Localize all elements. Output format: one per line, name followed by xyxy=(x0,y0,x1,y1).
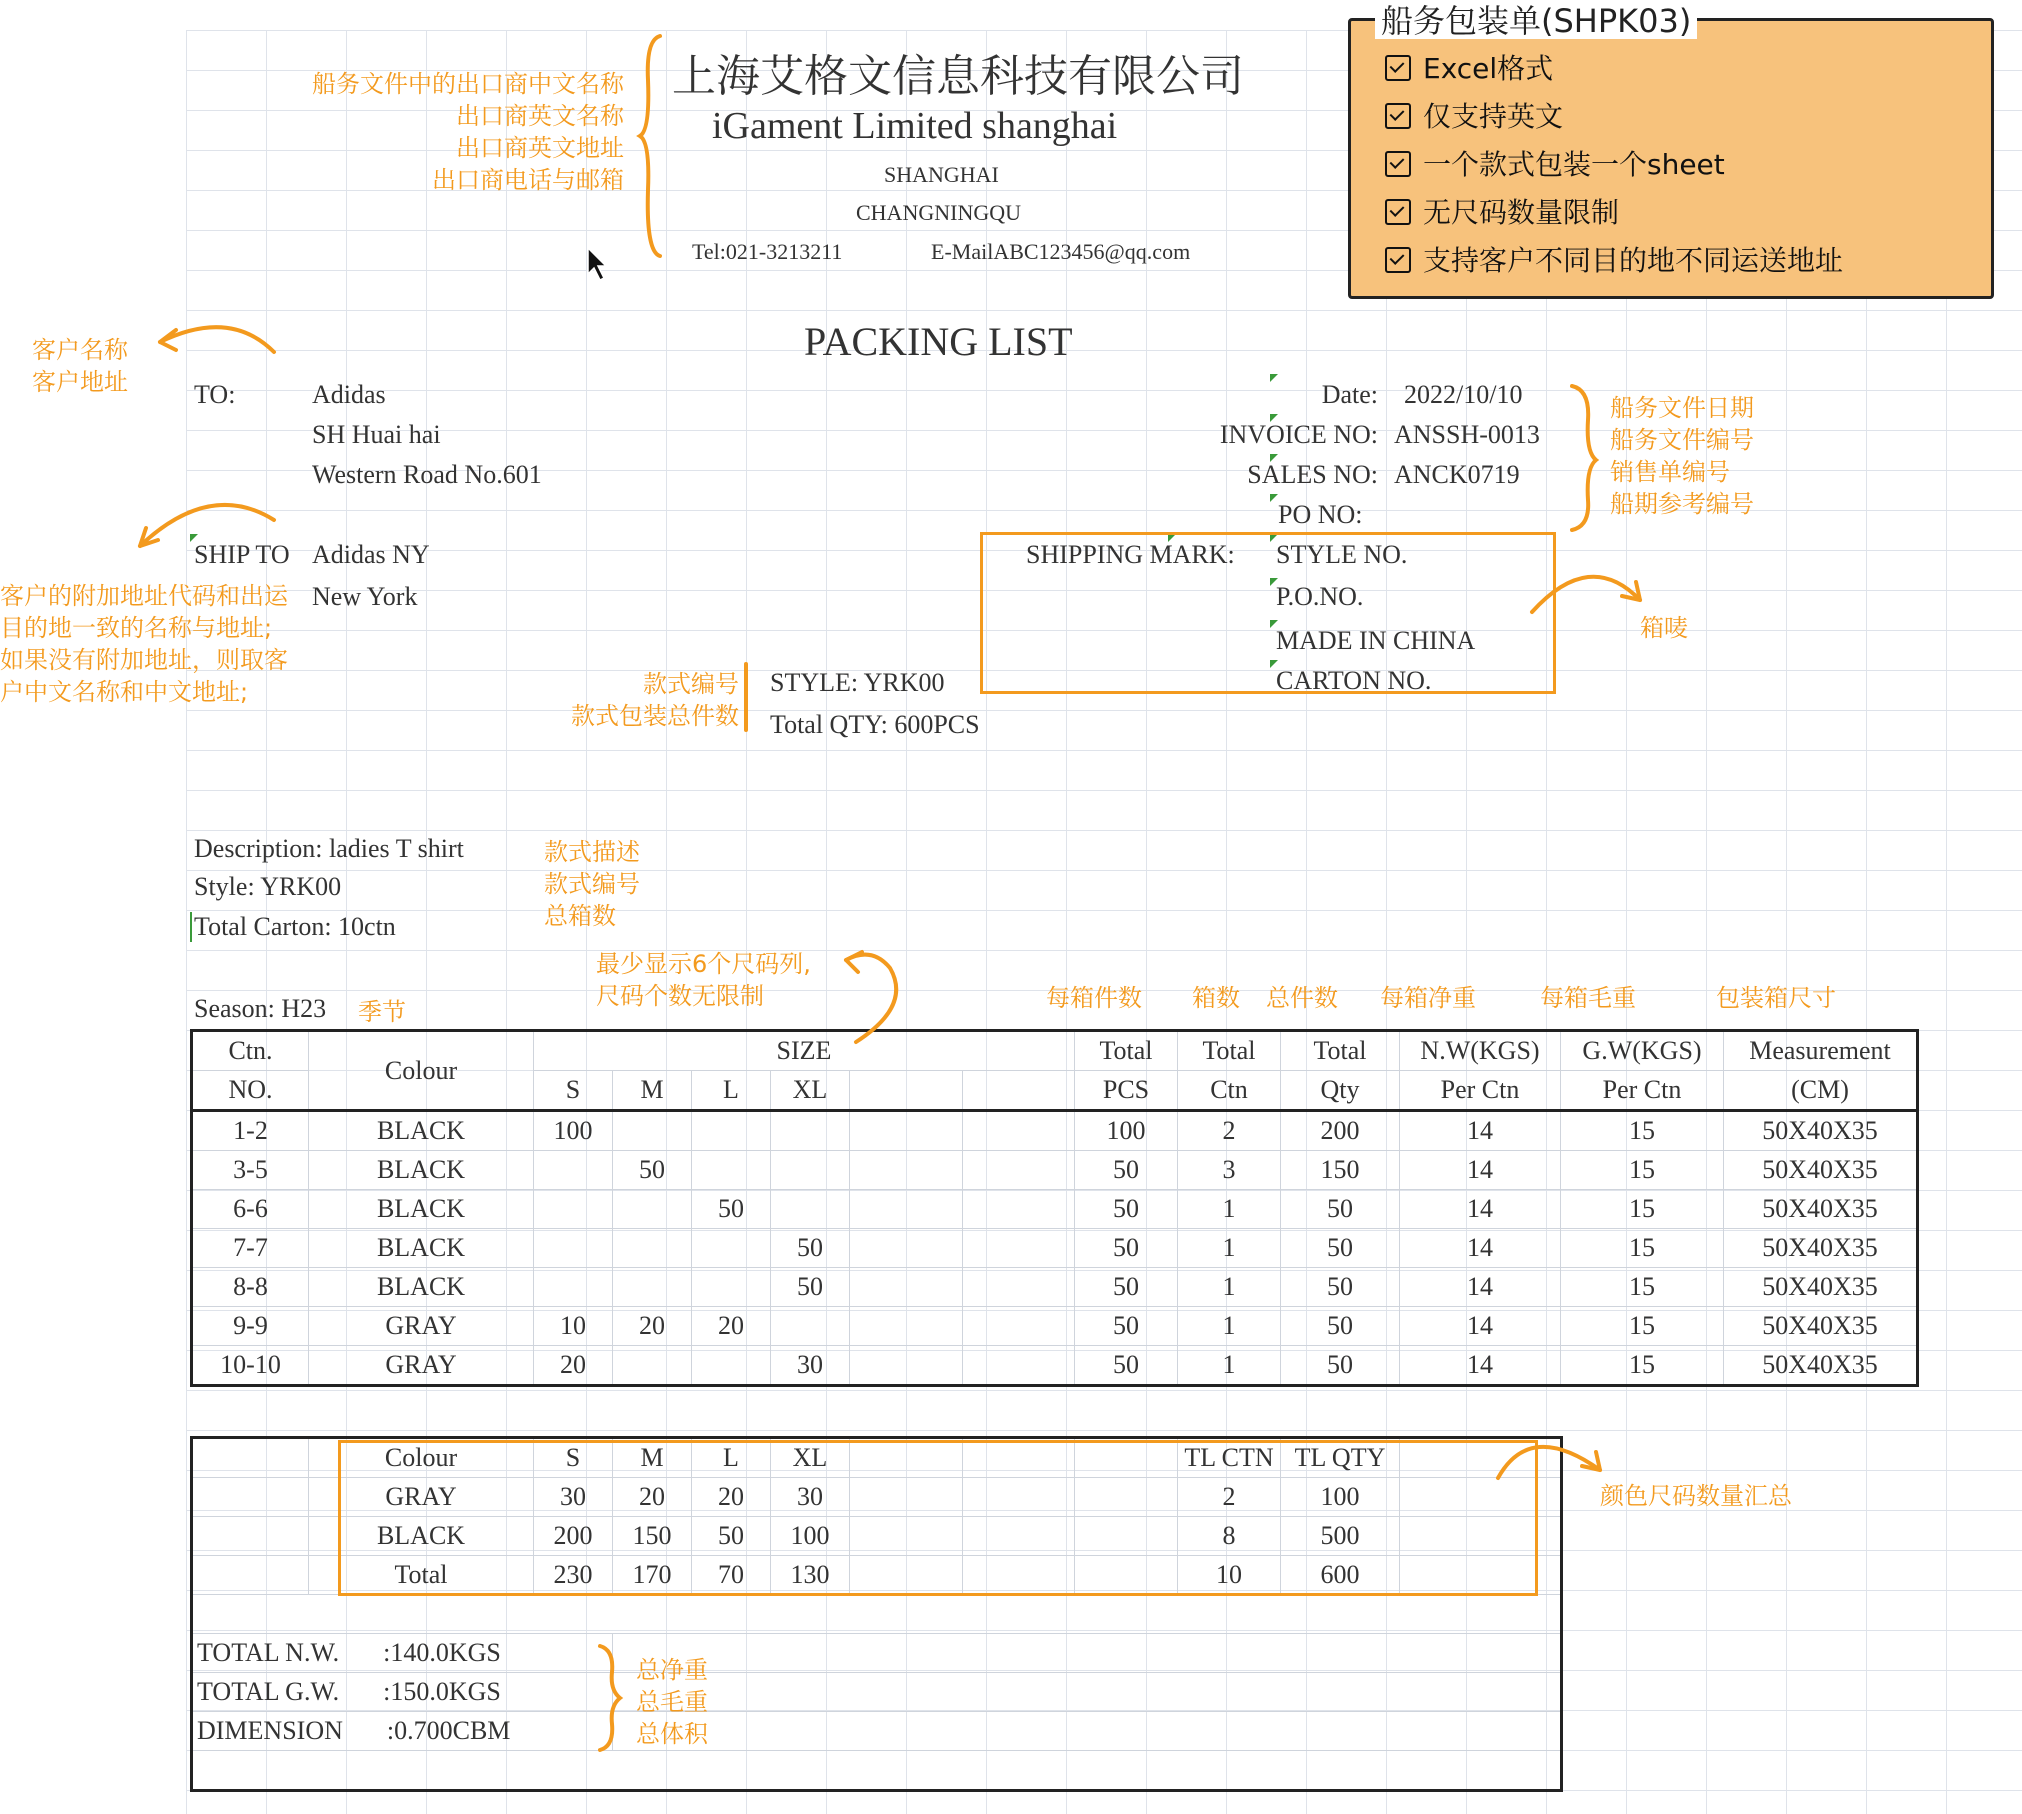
summary-cell: 20 xyxy=(692,1478,771,1517)
annotation-ship-to: 目的地一致的名称与地址; xyxy=(0,614,273,642)
table-cell: BLACK xyxy=(309,1268,534,1307)
summary-cell: 150 xyxy=(613,1517,692,1556)
table-cell: 50 xyxy=(1075,1190,1178,1229)
annotation-doc: 船务文件编号 xyxy=(1610,426,1754,454)
table-cell: 50 xyxy=(613,1151,692,1190)
callout-item-label: 仅支持英文 xyxy=(1423,100,1564,133)
table-cell: 1 xyxy=(1178,1268,1281,1307)
annotation-col-nw: 每箱净重 xyxy=(1380,984,1476,1012)
table-cell: 1-2 xyxy=(192,1111,309,1151)
header-pcs: PCS xyxy=(1075,1071,1178,1111)
sales-label: SALES NO: xyxy=(1247,460,1378,489)
size-column-header: M xyxy=(613,1071,692,1111)
header-total-qty: Total xyxy=(1281,1031,1400,1071)
table-cell: 14 xyxy=(1400,1229,1561,1268)
summary-cell: BLACK xyxy=(309,1517,534,1556)
table-cell: 50 xyxy=(1075,1229,1178,1268)
table-cell: 1 xyxy=(1178,1229,1281,1268)
header-gw-unit: Per Ctn xyxy=(1561,1071,1724,1111)
brace-company xyxy=(640,36,660,256)
table-cell: 50X40X35 xyxy=(1724,1111,1918,1151)
table-cell: 3 xyxy=(1178,1151,1281,1190)
description: Description: ladies T shirt xyxy=(194,834,464,863)
table-cell: 20 xyxy=(692,1307,771,1346)
summary-header: S xyxy=(534,1438,613,1478)
table-cell: 50 xyxy=(1281,1190,1400,1229)
table-cell: 100 xyxy=(1075,1111,1178,1151)
annotation-shipping-mark: 箱唛 xyxy=(1640,614,1688,642)
table-cell: BLACK xyxy=(309,1111,534,1151)
table-cell: 100 xyxy=(534,1111,613,1151)
summary-cell: 2 xyxy=(1178,1478,1281,1517)
annotation-col-ms: 包装箱尺寸 xyxy=(1716,984,1836,1012)
feature-callout xyxy=(1348,2,1994,299)
document-title: PACKING LIST xyxy=(804,319,1073,364)
annotation-summary: 颜色尺码数量汇总 xyxy=(1600,1482,1792,1510)
table-cell: 50 xyxy=(1281,1229,1400,1268)
to-addr1: SH Huai hai xyxy=(312,420,441,449)
to-name: Adidas xyxy=(312,380,386,409)
summary-cell: 100 xyxy=(771,1517,850,1556)
total-nw-label: TOTAL N.W. xyxy=(197,1638,340,1667)
table-cell: 14 xyxy=(1400,1151,1561,1190)
header-gw: G.W(KGS) xyxy=(1561,1031,1724,1071)
arrow-shipping-mark xyxy=(1532,577,1640,612)
total-carton: Total Carton: 10ctn xyxy=(190,912,396,942)
checkbox-checked-icon xyxy=(1385,55,1411,81)
table-cell: 14 xyxy=(1400,1190,1561,1229)
to-addr2: Western Road No.601 xyxy=(312,460,542,489)
table-cell: 14 xyxy=(1400,1268,1561,1307)
annotation-col-qty: 总件数 xyxy=(1266,984,1338,1012)
summary-cell: 70 xyxy=(692,1556,771,1595)
table-cell: 50 xyxy=(1075,1268,1178,1307)
annotation-doc: 销售单编号 xyxy=(1610,458,1730,486)
summary-cell: 130 xyxy=(771,1556,850,1595)
annotation-ship-to: 客户的附加地址代码和出运 xyxy=(0,582,288,610)
callout-item xyxy=(1385,97,1563,137)
summary-header: TL QTY xyxy=(1281,1438,1400,1478)
table-cell: 50 xyxy=(771,1268,850,1307)
annotation-ship-to: 如果没有附加地址，则取客 xyxy=(0,646,288,674)
annotation-totals: 总体积 xyxy=(636,1720,708,1748)
table-cell: BLACK xyxy=(309,1151,534,1190)
summary-header: L xyxy=(692,1438,771,1478)
annotation-desc: 款式描述 xyxy=(544,838,640,866)
summary-cell: Total xyxy=(309,1556,534,1595)
table-cell: 50 xyxy=(1075,1346,1178,1386)
summary-cell: 8 xyxy=(1178,1517,1281,1556)
header-ctn-unit: Ctn xyxy=(1178,1071,1281,1111)
table-cell: BLACK xyxy=(309,1190,534,1229)
annotation-desc: 总箱数 xyxy=(544,902,616,930)
size-column-header: L xyxy=(692,1071,771,1111)
table-cell: 15 xyxy=(1561,1190,1724,1229)
table-cell: 10-10 xyxy=(192,1346,309,1386)
table-cell: 150 xyxy=(1281,1151,1400,1190)
company-email: E-MailABC123456@qq.com xyxy=(931,239,1191,264)
callout-item xyxy=(1385,49,1553,89)
dimension-label: DIMENSION xyxy=(197,1716,343,1745)
summary-header: Colour xyxy=(309,1438,534,1478)
annotation-company: 出口商英文名称 xyxy=(456,102,624,130)
annotation-doc: 船期参考编号 xyxy=(1610,490,1754,518)
table-cell: 50 xyxy=(692,1190,771,1229)
table-cell: 1 xyxy=(1178,1190,1281,1229)
summary-cell: 20 xyxy=(613,1478,692,1517)
checkbox-checked-icon xyxy=(1385,151,1411,177)
annotation-col-ctn: 箱数 xyxy=(1192,984,1240,1012)
summary-header: XL xyxy=(771,1438,850,1478)
mouse-cursor-icon xyxy=(588,248,606,280)
company-addr1: SHANGHAI xyxy=(884,162,999,187)
date-label: Date: xyxy=(1321,380,1378,409)
table-cell: 50 xyxy=(1075,1307,1178,1346)
invoice-label: INVOICE NO: xyxy=(1219,420,1378,449)
header-total-ctn: Total xyxy=(1178,1031,1281,1071)
total-qty-line: Total QTY: 600PCS xyxy=(770,710,980,739)
table-cell: 1 xyxy=(1178,1346,1281,1386)
ship-to-label: SHIP TO xyxy=(194,540,290,569)
table-cell: 50X40X35 xyxy=(1724,1151,1918,1190)
annotation-season: 季节 xyxy=(358,998,406,1026)
total-nw-value: :140.0KGS xyxy=(383,1638,501,1667)
table-cell: 2 xyxy=(1178,1111,1281,1151)
annotation-style: 款式包装总件数 xyxy=(571,702,739,730)
shipping-mark-line: CARTON NO. xyxy=(1276,666,1432,695)
header-ctn-no: NO. xyxy=(192,1071,309,1111)
header-ms-unit: (CM) xyxy=(1724,1071,1918,1111)
table-cell: 50 xyxy=(771,1229,850,1268)
checkbox-checked-icon xyxy=(1385,247,1411,273)
table-cell: 20 xyxy=(534,1346,613,1386)
table-cell: 14 xyxy=(1400,1111,1561,1151)
annotation-company: 船务文件中的出口商中文名称 xyxy=(312,70,624,98)
table-cell: 3-5 xyxy=(192,1151,309,1190)
annotation-col-pcs: 每箱件数 xyxy=(1046,984,1142,1012)
po-label: PO NO: xyxy=(1278,500,1363,529)
total-gw-label: TOTAL G.W. xyxy=(197,1677,340,1706)
table-cell: 15 xyxy=(1561,1229,1724,1268)
table-cell: 15 xyxy=(1561,1151,1724,1190)
company-tel: Tel:021-3213211 xyxy=(692,239,843,264)
table-cell: 15 xyxy=(1561,1268,1724,1307)
table-cell: 200 xyxy=(1281,1111,1400,1151)
summary-cell: 170 xyxy=(613,1556,692,1595)
table-cell: 15 xyxy=(1561,1307,1724,1346)
table-cell: 50X40X35 xyxy=(1724,1346,1918,1386)
arrow-summary xyxy=(1498,1447,1600,1478)
summary-cell: GRAY xyxy=(309,1478,534,1517)
header-colour: Colour xyxy=(309,1031,534,1111)
summary-cell: 50 xyxy=(692,1517,771,1556)
table-cell: 15 xyxy=(1561,1346,1724,1386)
table-cell: 9-9 xyxy=(192,1307,309,1346)
checkbox-checked-icon xyxy=(1385,103,1411,129)
brace-doc xyxy=(1572,386,1596,530)
table-cell: GRAY xyxy=(309,1346,534,1386)
table-cell: 50 xyxy=(1281,1346,1400,1386)
sales-value: ANCK0719 xyxy=(1394,460,1520,489)
table-cell: 50X40X35 xyxy=(1724,1307,1918,1346)
table-cell: 50 xyxy=(1281,1268,1400,1307)
summary-cell: 30 xyxy=(534,1478,613,1517)
company-name-en: iGament Limited shanghai xyxy=(712,105,1118,147)
checkbox-checked-icon xyxy=(1385,199,1411,225)
annotation-customer: 客户地址 xyxy=(32,368,128,396)
table-cell: 10 xyxy=(534,1307,613,1346)
annotation-totals: 总净重 xyxy=(636,1656,708,1684)
summary-cell: 600 xyxy=(1281,1556,1400,1595)
table-cell: 14 xyxy=(1400,1307,1561,1346)
header-measurement: Measurement xyxy=(1724,1031,1918,1071)
summary-header: TL CTN xyxy=(1178,1438,1281,1478)
table-cell: 50 xyxy=(1075,1151,1178,1190)
season: Season: H23 xyxy=(194,994,327,1023)
shipping-mark-line: P.O.NO. xyxy=(1276,582,1364,611)
table-cell: 15 xyxy=(1561,1111,1724,1151)
callout-item-label: Excel格式 xyxy=(1423,52,1554,85)
summary-cell: 30 xyxy=(771,1478,850,1517)
header-nw-unit: Per Ctn xyxy=(1400,1071,1561,1111)
callout-item xyxy=(1385,145,1725,185)
annotation-company: 出口商英文地址 xyxy=(456,134,624,162)
style-line: STYLE: YRK00 xyxy=(770,668,945,697)
header-total-pcs: Total xyxy=(1075,1031,1178,1071)
table-cell: 6-6 xyxy=(192,1190,309,1229)
ship-to-name: Adidas NY xyxy=(312,540,430,569)
table-cell: 14 xyxy=(1400,1346,1561,1386)
header-ctn: Ctn. xyxy=(192,1031,309,1071)
dimension-value: :0.700CBM xyxy=(386,1716,511,1745)
callout-item-label: 支持客户不同目的地不同运送地址 xyxy=(1423,244,1844,277)
style: Style: YRK00 xyxy=(194,872,342,901)
annotation-col-gw: 每箱毛重 xyxy=(1540,984,1636,1012)
date-value: 2022/10/10 xyxy=(1404,380,1523,409)
company-addr2: CHANGNINGQU xyxy=(856,200,1021,225)
header-size: SIZE xyxy=(534,1031,1075,1071)
annotation-size: 最少显示6个尺码列, xyxy=(596,950,811,978)
table-cell: 1 xyxy=(1178,1307,1281,1346)
table-cell: 7-7 xyxy=(192,1229,309,1268)
summary-cell: 10 xyxy=(1178,1556,1281,1595)
callout-item xyxy=(1385,241,1843,281)
invoice-value: ANSSH-0013 xyxy=(1394,420,1540,449)
annotation-customer: 客户名称 xyxy=(32,336,128,364)
table-cell: 30 xyxy=(771,1346,850,1386)
size-column-header: S xyxy=(534,1071,613,1111)
annotation-totals: 总毛重 xyxy=(636,1688,708,1716)
table-cell: 20 xyxy=(613,1307,692,1346)
shipping-mark-label: SHIPPING MARK: xyxy=(1026,540,1235,569)
callout-item-label: 一个款式包装一个sheet xyxy=(1423,148,1725,181)
callout-item-label: 无尺码数量限制 xyxy=(1423,196,1620,229)
table-cell: 50X40X35 xyxy=(1724,1190,1918,1229)
shipping-mark-line: MADE IN CHINA xyxy=(1276,626,1476,655)
summary-header: M xyxy=(613,1438,692,1478)
annotation-ship-to: 户中文名称和中文地址; xyxy=(0,678,249,706)
header-qty-unit: Qty xyxy=(1281,1071,1400,1111)
shipping-mark-line: STYLE NO. xyxy=(1276,540,1408,569)
size-column-header: XL xyxy=(771,1071,850,1111)
table-cell: BLACK xyxy=(309,1229,534,1268)
annotation-doc: 船务文件日期 xyxy=(1610,394,1754,422)
summary-cell: 100 xyxy=(1281,1478,1400,1517)
summary-cell: 230 xyxy=(534,1556,613,1595)
table-cell: 50X40X35 xyxy=(1724,1229,1918,1268)
table-cell: GRAY xyxy=(309,1307,534,1346)
to-label: TO: xyxy=(194,380,236,409)
table-cell: 50 xyxy=(1281,1307,1400,1346)
ship-to-city: New York xyxy=(312,582,418,611)
table-cell: 8-8 xyxy=(192,1268,309,1307)
annotation-size: 尺码个数无限制 xyxy=(596,982,764,1010)
annotation-company: 出口商电话与邮箱 xyxy=(432,166,624,194)
summary-cell: 200 xyxy=(534,1517,613,1556)
total-gw-value: :150.0KGS xyxy=(383,1677,501,1706)
brace-totals xyxy=(600,1646,620,1750)
table-cell: 50X40X35 xyxy=(1724,1268,1918,1307)
callout-item xyxy=(1385,193,1619,233)
summary-cell: 500 xyxy=(1281,1517,1400,1556)
annotation-style: 款式编号 xyxy=(643,670,739,698)
header-nw: N.W(KGS) xyxy=(1400,1031,1561,1071)
company-name-cn: 上海艾格文信息科技有限公司 xyxy=(672,51,1244,102)
callout-title: 船务包装单(SHPK03) xyxy=(1375,3,1697,39)
annotation-desc: 款式编号 xyxy=(544,870,640,898)
arrow-ship-to xyxy=(140,505,274,546)
